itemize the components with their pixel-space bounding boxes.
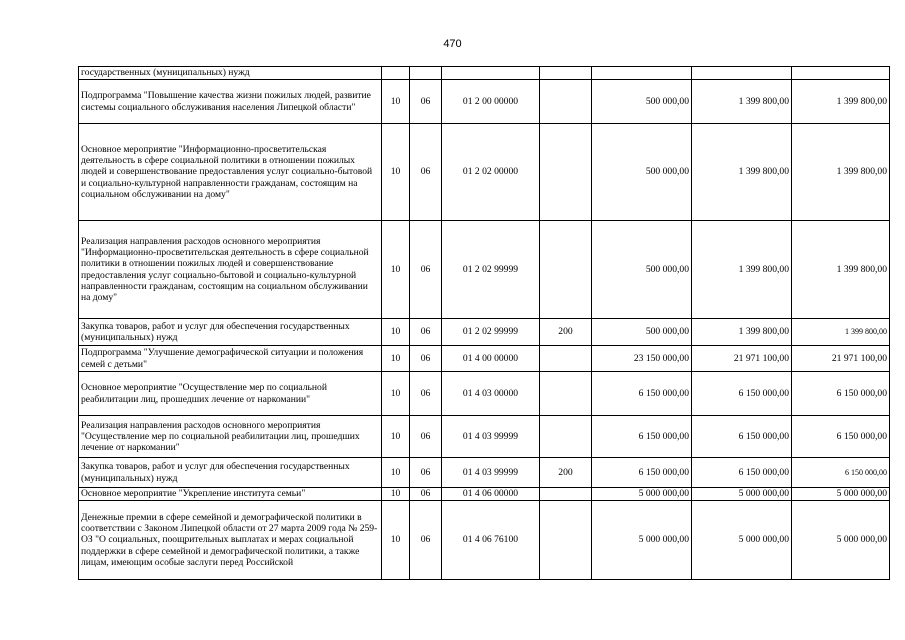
cell-amount-2: 6 150 000,00 [692, 458, 792, 488]
cell-amount-3: 5 000 000,00 [792, 488, 890, 501]
cell-name: Закупка товаров, работ и услуг для обеспечения государственных (муниципальных) нужд [79, 319, 382, 346]
cell-amount-3: 5 000 000,00 [792, 501, 890, 580]
cell-section: 10 [382, 319, 410, 346]
cell-amount-1: 5 000 000,00 [592, 501, 692, 580]
cell-expense-type [540, 67, 592, 80]
cell-amount-3: 1 399 800,00 [792, 80, 890, 124]
cell-amount-2: 1 399 800,00 [692, 124, 792, 221]
cell-amount-2: 21 971 100,00 [692, 346, 792, 372]
table-row [79, 372, 890, 416]
cell-section: 10 [382, 221, 410, 319]
cell-subsection: 06 [410, 372, 442, 416]
table-row [79, 416, 890, 458]
cell-amount-3 [792, 67, 890, 80]
cell-target-code: 01 2 02 99999 [442, 221, 540, 319]
cell-target-code: 01 4 03 99999 [442, 458, 540, 488]
cell-name: государственных (муниципальных) нужд [79, 67, 382, 80]
cell-name: Закупка товаров, работ и услуг для обеспечения государственных (муниципальных) нужд [79, 458, 382, 488]
table-row [79, 67, 890, 80]
cell-section: 10 [382, 346, 410, 372]
cell-expense-type: 200 [540, 458, 592, 488]
cell-section: 10 [382, 501, 410, 580]
cell-expense-type [540, 501, 592, 580]
cell-section: 10 [382, 458, 410, 488]
cell-subsection: 06 [410, 346, 442, 372]
table-row [79, 346, 890, 372]
cell-amount-1: 500 000,00 [592, 124, 692, 221]
cell-subsection [410, 67, 442, 80]
cell-expense-type [540, 488, 592, 501]
cell-amount-3: 1 399 800,00 [792, 124, 890, 221]
budget-table [78, 66, 890, 580]
table-row [79, 501, 890, 580]
cell-name: Основное мероприятие "Информационно-просветительская деятельность в сфере социальной политики в отношении пожилых людей и совершенствование предоставления услуг социально-бытовой и социально-культурной направленности гражданам, состоящим на социальном обслуживании на дому" [79, 124, 382, 221]
cell-target-code: 01 2 02 99999 [442, 319, 540, 346]
cell-amount-3: 6 150 000,00 [792, 372, 890, 416]
cell-expense-type [540, 221, 592, 319]
cell-section: 10 [382, 488, 410, 501]
cell-amount-2: 6 150 000,00 [692, 416, 792, 458]
cell-expense-type [540, 124, 592, 221]
cell-target-code: 01 2 00 00000 [442, 80, 540, 124]
cell-target-code: 01 4 06 00000 [442, 488, 540, 501]
cell-subsection: 06 [410, 416, 442, 458]
cell-target-code: 01 4 06 76100 [442, 501, 540, 580]
cell-amount-1: 23 150 000,00 [592, 346, 692, 372]
table-row [79, 124, 890, 221]
cell-target-code: 01 4 00 00000 [442, 346, 540, 372]
cell-subsection: 06 [410, 501, 442, 580]
cell-amount-2: 1 399 800,00 [692, 80, 792, 124]
cell-amount-1 [592, 67, 692, 80]
cell-target-code: 01 4 03 99999 [442, 416, 540, 458]
cell-amount-3: 6 150 000,00 [792, 458, 890, 488]
cell-section: 10 [382, 416, 410, 458]
cell-amount-1: 6 150 000,00 [592, 372, 692, 416]
cell-amount-2: 1 399 800,00 [692, 319, 792, 346]
cell-expense-type [540, 80, 592, 124]
cell-expense-type [540, 372, 592, 416]
cell-name: Реализация направления расходов основного мероприятия "Информационно-просветительская деятельность в сфере социальной политики в отношении пожилых людей и совершенствование предоставления услуг социально-бытовой и социально-культурной направленности гражданам, состоящим на социальном обслуживании на дому" [79, 221, 382, 319]
cell-amount-1: 5 000 000,00 [592, 488, 692, 501]
cell-expense-type [540, 346, 592, 372]
cell-section: 10 [382, 80, 410, 124]
cell-amount-2: 5 000 000,00 [692, 501, 792, 580]
cell-subsection: 06 [410, 124, 442, 221]
table-row [79, 458, 890, 488]
cell-name: Основное мероприятие "Осуществление мер по социальной реабилитации лиц, прошедших лечение от наркомании" [79, 372, 382, 416]
cell-name: Подпрограмма "Улучшение демографической ситуации и положения семей с детьми" [79, 346, 382, 372]
cell-amount-3: 1 399 800,00 [792, 319, 890, 346]
cell-amount-2: 5 000 000,00 [692, 488, 792, 501]
cell-subsection: 06 [410, 458, 442, 488]
cell-amount-3: 1 399 800,00 [792, 221, 890, 319]
cell-amount-3: 21 971 100,00 [792, 346, 890, 372]
cell-amount-2 [692, 67, 792, 80]
cell-name: Денежные премии в сфере семейной и демографической политики в соответствии с Законом Липецкой области от 27 марта 2009 года № 259-ОЗ "О социальных, поощрительных выплатах и мерах социальной поддержки в сфере семейной и демографической политики, а также лицам, имеющим особые заслуги перед Российской [79, 501, 382, 580]
cell-name: Основное мероприятие "Укрепление института семьи" [79, 488, 382, 501]
table-row [79, 319, 890, 346]
cell-amount-1: 6 150 000,00 [592, 416, 692, 458]
cell-target-code [442, 67, 540, 80]
cell-amount-1: 6 150 000,00 [592, 458, 692, 488]
cell-amount-2: 1 399 800,00 [692, 221, 792, 319]
cell-expense-type [540, 416, 592, 458]
cell-section [382, 67, 410, 80]
table-row [79, 488, 890, 501]
cell-target-code: 01 2 02 00000 [442, 124, 540, 221]
cell-expense-type: 200 [540, 319, 592, 346]
cell-name: Подпрограмма "Повышение качества жизни пожилых людей, развитие системы социального обслуживания населения Липецкой области" [79, 80, 382, 124]
cell-amount-3: 6 150 000,00 [792, 416, 890, 458]
cell-subsection: 06 [410, 488, 442, 501]
table-row [79, 221, 890, 319]
cell-name: Реализация направления расходов основного мероприятия "Осуществление мер по социальной реабилитации лиц, прошедших лечение от наркомании" [79, 416, 382, 458]
cell-section: 10 [382, 372, 410, 416]
cell-subsection: 06 [410, 221, 442, 319]
table-row [79, 80, 890, 124]
cell-subsection: 06 [410, 80, 442, 124]
cell-amount-2: 6 150 000,00 [692, 372, 792, 416]
page-number: 470 [443, 38, 462, 50]
cell-amount-1: 500 000,00 [592, 319, 692, 346]
cell-target-code: 01 4 03 00000 [442, 372, 540, 416]
cell-subsection: 06 [410, 319, 442, 346]
cell-amount-1: 500 000,00 [592, 221, 692, 319]
cell-section: 10 [382, 124, 410, 221]
cell-amount-1: 500 000,00 [592, 80, 692, 124]
